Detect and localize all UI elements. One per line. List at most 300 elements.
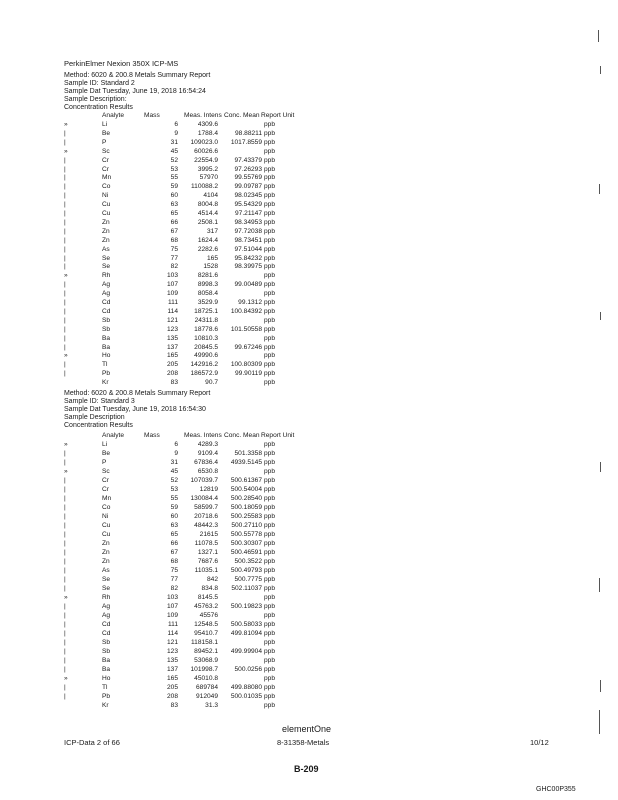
table-row <box>64 450 364 458</box>
row-analyte: Kr <box>102 702 109 709</box>
row-analyte: Sc <box>102 468 110 475</box>
row-flag: | <box>64 540 66 547</box>
row-analyte: Cd <box>102 630 111 637</box>
row-flag: | <box>64 334 66 342</box>
scan-mark <box>599 710 600 734</box>
row-mass: 205 <box>166 361 178 369</box>
row-meas-intens: 6530.8 <box>197 468 218 475</box>
row-analyte: Sb <box>102 648 111 655</box>
row-conc-mean: 99.90119 <box>234 370 262 378</box>
table-row <box>64 603 364 611</box>
row-meas-intens: 8004.8 <box>197 201 218 209</box>
row-report-unit: ppb <box>264 702 276 709</box>
row-mass: 75 <box>170 245 178 253</box>
row-conc-mean: 500.18059 <box>230 504 262 511</box>
row-analyte: Se <box>102 576 111 583</box>
header-report-unit: Report Unit <box>261 432 295 439</box>
header-meas-intens: Meas. Intens <box>184 432 222 439</box>
row-flag: | <box>64 129 66 137</box>
table-row <box>64 477 364 485</box>
row-report-unit: ppb <box>264 513 276 520</box>
row-report-unit: ppb <box>264 549 276 556</box>
row-conc-mean: 98.34953 <box>234 218 262 226</box>
row-report-unit: ppb <box>264 121 276 128</box>
table-row <box>64 702 364 710</box>
row-meas-intens: 7687.6 <box>197 558 218 565</box>
row-conc-mean: 99.1312 <box>238 299 262 306</box>
row-flag: | <box>64 621 66 628</box>
row-analyte: Zn <box>102 227 110 235</box>
table-row <box>64 326 364 334</box>
row-report-unit: ppb <box>264 138 276 146</box>
row-mass: 65 <box>170 210 178 217</box>
row-flag: | <box>64 504 66 511</box>
row-analyte: Mn <box>102 495 112 502</box>
row-flag: | <box>64 165 66 173</box>
table-row <box>64 486 364 494</box>
row-mass: 137 <box>166 666 178 673</box>
table-row <box>64 370 364 378</box>
row-analyte: Pb <box>102 693 111 700</box>
row-flag: | <box>64 684 66 691</box>
row-analyte: Se <box>102 263 111 271</box>
page-number: B-209 <box>294 764 319 774</box>
table-row <box>64 335 364 343</box>
row-meas-intens: 12819 <box>199 486 218 493</box>
row-analyte: Ho <box>102 675 111 682</box>
table-row <box>64 272 364 280</box>
row-flag: | <box>64 630 66 637</box>
table-row <box>64 308 364 316</box>
scan-mark <box>600 680 601 692</box>
row-flag: | <box>64 370 66 378</box>
row-meas-intens: 60026.6 <box>194 147 218 155</box>
row-mass: 66 <box>170 540 178 547</box>
row-flag: | <box>64 325 66 333</box>
row-mass: 60 <box>170 513 178 520</box>
row-meas-intens: 58599.7 <box>194 504 218 511</box>
row-report-unit: ppb <box>264 450 276 457</box>
row-flag: | <box>64 459 66 466</box>
row-flag: | <box>64 210 66 217</box>
row-meas-intens: 101998.7 <box>190 666 218 673</box>
row-analyte: Li <box>102 441 108 448</box>
table-row <box>64 459 364 467</box>
row-mass: 6 <box>174 121 178 128</box>
row-conc-mean: 95.84232 <box>234 254 262 262</box>
row-flag: | <box>64 227 66 235</box>
row-report-unit: ppb <box>264 657 276 664</box>
row-analyte: Ag <box>102 612 111 619</box>
row-conc-mean: 500.28540 <box>230 495 262 502</box>
row-report-unit: ppb <box>264 236 276 244</box>
row-mass: 45 <box>170 147 178 155</box>
table-row <box>64 210 364 218</box>
row-report-unit: ppb <box>264 379 276 387</box>
row-flag: | <box>64 281 66 289</box>
table-row <box>64 522 364 530</box>
row-meas-intens: 10810.3 <box>194 334 218 342</box>
table-row <box>64 540 364 548</box>
table-row <box>64 684 364 692</box>
row-meas-intens: 2508.1 <box>197 218 218 226</box>
row-meas-intens: 67836.4 <box>194 459 218 466</box>
row-mass: 68 <box>170 558 178 565</box>
table-row <box>64 148 364 156</box>
table-row <box>64 666 364 674</box>
table-row <box>64 675 364 683</box>
row-meas-intens: 1528 <box>203 263 218 271</box>
table-row <box>64 183 364 191</box>
row-flag: » <box>64 147 68 155</box>
row-analyte: Li <box>102 121 108 128</box>
row-meas-intens: 130084.4 <box>190 495 218 502</box>
table-row <box>64 255 364 263</box>
row-flag: » <box>64 121 68 128</box>
row-report-unit: ppb <box>264 495 276 502</box>
row-analyte: Sc <box>102 147 110 155</box>
sample-description-1: Sample Description: <box>64 96 127 103</box>
row-mass: 114 <box>167 630 178 637</box>
row-flag: | <box>64 361 66 369</box>
row-meas-intens: 48442.3 <box>194 522 218 529</box>
sample-id-1: Sample ID: Standard 2 <box>64 80 135 87</box>
row-report-unit: ppb <box>264 165 276 173</box>
row-flag: » <box>64 272 68 280</box>
row-report-unit: ppb <box>264 504 276 511</box>
scan-mark <box>600 312 601 320</box>
table-row <box>64 504 364 512</box>
row-meas-intens: 12548.5 <box>194 621 218 628</box>
row-conc-mean: 97.26293 <box>234 165 262 173</box>
row-flag: | <box>64 531 66 538</box>
row-mass: 205 <box>166 684 178 691</box>
row-analyte: P <box>102 138 107 146</box>
row-mass: 109 <box>166 612 178 619</box>
row-flag: | <box>64 603 66 610</box>
row-mass: 77 <box>170 254 178 262</box>
row-analyte: Zn <box>102 549 110 556</box>
table-row <box>64 263 364 271</box>
row-flag: | <box>64 567 66 574</box>
row-meas-intens: 8145.5 <box>197 594 218 601</box>
row-mass: 109 <box>166 290 178 298</box>
row-meas-intens: 45576 <box>199 612 218 619</box>
row-flag: | <box>64 343 66 351</box>
row-report-unit: ppb <box>264 263 276 271</box>
table-row <box>64 166 364 174</box>
table-row <box>64 121 364 129</box>
row-mass: 9 <box>174 129 178 137</box>
row-mass: 103 <box>166 272 178 280</box>
row-meas-intens: 834.8 <box>201 585 218 592</box>
table-row <box>64 630 364 638</box>
row-report-unit: ppb <box>264 522 276 529</box>
table-row <box>64 648 364 656</box>
row-report-unit: ppb <box>264 558 276 565</box>
table-row <box>64 246 364 254</box>
row-report-unit: ppb <box>264 352 276 360</box>
row-report-unit: ppb <box>264 174 276 182</box>
scan-mark <box>599 184 600 194</box>
row-meas-intens: 8998.3 <box>197 281 218 289</box>
row-mass: 6 <box>174 441 178 448</box>
row-report-unit: ppb <box>264 299 276 306</box>
table-row <box>64 567 364 575</box>
row-conc-mean: 1017.8559 <box>230 138 262 146</box>
row-report-unit: ppb <box>264 603 276 610</box>
row-analyte: Rh <box>102 594 111 601</box>
row-mass: 55 <box>170 174 178 182</box>
row-conc-mean: 501.3358 <box>234 450 262 457</box>
row-analyte: Rh <box>102 272 111 280</box>
table-row <box>64 594 364 602</box>
row-conc-mean: 100.80309 <box>230 361 262 369</box>
row-meas-intens: 57970 <box>199 174 218 182</box>
row-analyte: Zn <box>102 218 110 226</box>
row-conc-mean: 500.0256 <box>234 666 262 673</box>
row-meas-intens: 31.3 <box>205 702 218 709</box>
row-report-unit: ppb <box>264 666 276 673</box>
table-row <box>64 468 364 476</box>
scan-mark <box>600 66 601 74</box>
row-mass: 45 <box>170 468 178 475</box>
row-meas-intens: 1788.4 <box>197 129 218 137</box>
table-row <box>64 219 364 227</box>
row-flag: » <box>64 594 68 601</box>
row-flag: | <box>64 522 66 529</box>
row-report-unit: ppb <box>264 192 276 200</box>
row-flag: | <box>64 218 66 226</box>
row-report-unit: ppb <box>264 621 276 628</box>
row-flag: » <box>64 675 68 682</box>
row-flag: | <box>64 576 66 583</box>
row-flag: | <box>64 245 66 253</box>
table-row <box>64 558 364 566</box>
row-conc-mean: 500.01035 <box>230 693 262 700</box>
row-analyte: Zn <box>102 236 110 244</box>
footer-brand: elementOne <box>282 724 332 734</box>
row-mass: 165 <box>166 352 178 360</box>
row-meas-intens: 89452.1 <box>194 648 218 655</box>
row-meas-intens: 3995.2 <box>197 165 218 173</box>
row-analyte: As <box>102 567 110 574</box>
row-mass: 59 <box>170 504 178 511</box>
row-mass: 53 <box>170 486 178 493</box>
row-flag: | <box>64 450 66 457</box>
row-mass: 68 <box>170 236 178 244</box>
row-conc-mean: 500.54004 <box>230 486 262 493</box>
row-flag: | <box>64 657 66 664</box>
sample-id-2: Sample ID: Standard 3 <box>64 398 135 405</box>
row-mass: 63 <box>170 522 178 529</box>
table-row <box>64 228 364 236</box>
row-analyte: Sb <box>102 316 111 324</box>
row-conc-mean: 499.88080 <box>230 684 262 691</box>
row-analyte: Ba <box>102 666 111 673</box>
row-flag: | <box>64 299 66 306</box>
row-analyte: Se <box>102 254 111 262</box>
row-report-unit: ppb <box>264 227 276 235</box>
row-conc-mean: 500.3522 <box>234 558 262 565</box>
row-conc-mean: 500.58033 <box>230 621 262 628</box>
row-conc-mean: 99.09787 <box>234 183 262 191</box>
row-report-unit: ppb <box>264 459 276 466</box>
header-mass: Mass <box>144 432 160 439</box>
row-mass: 52 <box>170 477 178 484</box>
row-report-unit: ppb <box>264 486 276 493</box>
row-conc-mean: 500.46591 <box>230 549 262 556</box>
row-report-unit: ppb <box>264 156 276 164</box>
row-conc-mean: 500.19823 <box>230 603 262 610</box>
row-meas-intens: 107039.7 <box>190 477 218 484</box>
table-row <box>64 495 364 503</box>
row-meas-intens: 18725.1 <box>194 307 218 315</box>
row-flag: | <box>64 192 66 200</box>
row-conc-mean: 101.50558 <box>230 325 262 333</box>
row-report-unit: ppb <box>264 576 276 583</box>
row-report-unit: ppb <box>264 612 276 619</box>
row-conc-mean: 500.55778 <box>230 531 262 538</box>
row-analyte: Co <box>102 183 111 191</box>
row-meas-intens: 22554.9 <box>194 156 218 164</box>
row-analyte: P <box>102 459 107 466</box>
footer-right: 10/12 <box>530 738 549 747</box>
row-analyte: Cr <box>102 477 109 484</box>
row-conc-mean: 499.99904 <box>230 648 262 655</box>
row-analyte: Cd <box>102 299 111 306</box>
row-meas-intens: 45010.8 <box>194 675 218 682</box>
row-report-unit: ppb <box>264 370 276 378</box>
row-flag: | <box>64 290 66 298</box>
row-flag: | <box>64 477 66 484</box>
table-row <box>64 139 364 147</box>
row-flag: » <box>64 441 68 448</box>
row-analyte: Cu <box>102 522 111 529</box>
row-flag: | <box>64 486 66 493</box>
table-row <box>64 657 364 665</box>
header-conc-mean: Conc. Mean <box>224 112 260 119</box>
row-flag: | <box>64 183 66 191</box>
row-mass: 59 <box>170 183 178 191</box>
row-report-unit: ppb <box>264 361 276 369</box>
row-mass: 121 <box>166 639 178 646</box>
row-flag: | <box>64 558 66 565</box>
row-flag: | <box>64 513 66 520</box>
sample-date-1: Sample Dat Tuesday, June 19, 2018 16:54:24 <box>64 88 206 95</box>
row-report-unit: ppb <box>264 477 276 484</box>
scan-mark <box>598 30 599 42</box>
row-analyte: Ho <box>102 352 111 360</box>
row-flag: | <box>64 316 66 324</box>
row-conc-mean: 98.39975 <box>234 263 262 271</box>
row-conc-mean: 95.54329 <box>234 201 262 209</box>
row-mass: 65 <box>170 531 178 538</box>
row-meas-intens: 1327.1 <box>197 549 218 556</box>
row-meas-intens: 4514.4 <box>197 210 218 217</box>
row-meas-intens: 2282.6 <box>197 245 218 253</box>
row-meas-intens: 24311.8 <box>194 316 218 324</box>
row-report-unit: ppb <box>264 585 276 592</box>
row-flag: | <box>64 612 66 619</box>
row-analyte: Ni <box>102 192 109 200</box>
row-meas-intens: 110088.2 <box>190 183 218 191</box>
row-conc-mean: 98.73451 <box>234 236 262 244</box>
row-flag: | <box>64 263 66 271</box>
row-conc-mean: 97.21147 <box>234 210 262 217</box>
row-meas-intens: 142916.2 <box>190 361 218 369</box>
row-meas-intens: 21615 <box>199 531 218 538</box>
row-conc-mean: 100.84392 <box>230 307 262 315</box>
row-mass: 66 <box>170 218 178 226</box>
row-report-unit: ppb <box>264 531 276 538</box>
row-flag: | <box>64 156 66 164</box>
row-flag: | <box>64 236 66 244</box>
row-flag: | <box>64 693 66 700</box>
header-conc-mean: Conc. Mean <box>224 432 260 439</box>
table-row <box>64 576 364 584</box>
row-conc-mean: 502.11037 <box>231 585 262 592</box>
row-meas-intens: 4104 <box>203 192 218 200</box>
row-meas-intens: 4289.3 <box>197 441 218 448</box>
row-mass: 77 <box>170 576 178 583</box>
table-row <box>64 201 364 209</box>
row-mass: 208 <box>166 370 178 378</box>
row-mass: 31 <box>170 459 178 466</box>
row-mass: 63 <box>170 201 178 209</box>
row-meas-intens: 49990.6 <box>194 352 218 360</box>
row-meas-intens: 53068.9 <box>194 657 218 664</box>
table-row <box>64 513 364 521</box>
row-meas-intens: 109023.0 <box>190 138 218 146</box>
row-report-unit: ppb <box>264 201 276 209</box>
row-report-unit: ppb <box>264 316 276 324</box>
table-row <box>64 237 364 245</box>
row-conc-mean: 500.49793 <box>230 567 262 574</box>
row-flag: | <box>64 585 66 592</box>
row-mass: 165 <box>166 675 178 682</box>
row-mass: 121 <box>166 316 178 324</box>
method-line-1: Method: 6020 & 200.8 Metals Summary Report <box>64 72 211 79</box>
row-flag: » <box>64 352 68 360</box>
row-mass: 31 <box>170 138 178 146</box>
row-report-unit: ppb <box>264 639 276 646</box>
row-report-unit: ppb <box>264 325 276 333</box>
table-row <box>64 693 364 701</box>
sample-description-2: Sample Description <box>64 414 125 421</box>
instrument-title: PerkinElmer Nexion 350X ICP-MS <box>64 59 179 68</box>
row-analyte: Mn <box>102 174 112 182</box>
row-analyte: Ag <box>102 603 111 610</box>
row-meas-intens: 11078.5 <box>194 540 218 547</box>
row-conc-mean: 500.25583 <box>230 513 262 520</box>
row-conc-mean: 99.67246 <box>234 343 262 351</box>
row-report-unit: ppb <box>264 334 276 342</box>
row-mass: 83 <box>170 702 178 709</box>
row-report-unit: ppb <box>264 468 276 475</box>
row-meas-intens: 9109.4 <box>197 450 218 457</box>
row-analyte: Kr <box>102 379 109 387</box>
row-report-unit: ppb <box>264 307 276 315</box>
row-report-unit: ppb <box>264 567 276 574</box>
row-mass: 53 <box>170 165 178 173</box>
row-flag: | <box>64 495 66 502</box>
header-mass: Mass <box>144 112 160 119</box>
row-conc-mean: 500.7775 <box>234 576 262 583</box>
row-analyte: Se <box>102 585 111 592</box>
row-flag: | <box>64 201 66 209</box>
row-conc-mean: 97.43379 <box>234 156 262 164</box>
